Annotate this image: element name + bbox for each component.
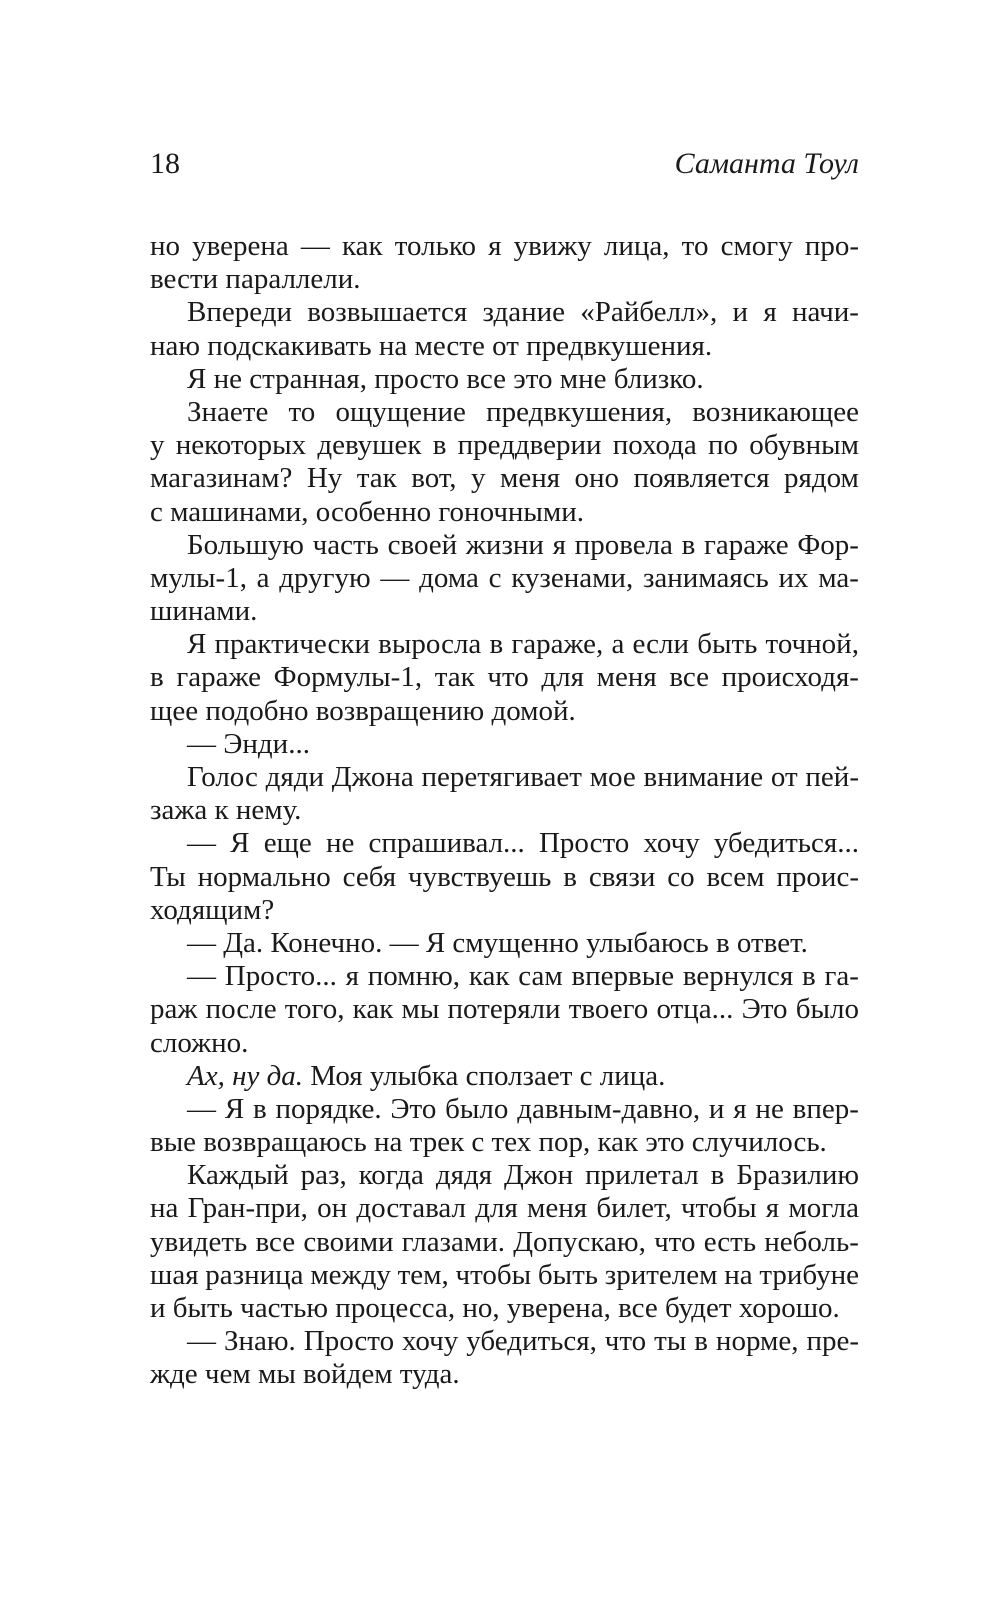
text-line: Я не странная, просто все это мне близко.	[187, 362, 704, 395]
text-line: вести параллели.	[150, 263, 361, 296]
text-line: шинами.	[150, 595, 258, 628]
text-line: раж после того, как мы потеряли твоего отца... Это было	[150, 993, 859, 1026]
text-line: шая разница между тем, чтобы быть зрителем на трибуне	[150, 1258, 859, 1291]
text-line: Голос дяди Джона перетягивает мое внимание от пей-	[187, 761, 859, 793]
body-text	[150, 230, 859, 1392]
text-line: наю подскакивать на месте от предвкушения.	[150, 329, 713, 362]
text-line: но уверена — как только я увижу лица, то смогу про-	[150, 230, 859, 262]
text-line: — Я еще не спрашивал... Просто хочу убедиться...	[187, 827, 859, 860]
page-number: 18	[150, 147, 180, 180]
italic-text: Ах, ну да.	[187, 1059, 304, 1092]
running-title: Саманта Тоул	[674, 147, 859, 180]
text-line: — Да. Конечно. — Я смущенно улыбаюсь в ответ.	[187, 926, 808, 959]
text-line: на Гран-при, он доставал для меня билет, чтобы я могла	[150, 1192, 859, 1225]
text-line: Ты нормально себя чувствуешь в связи со всем проис-	[150, 860, 859, 893]
text-line: ходящим?	[150, 893, 275, 926]
text-line: и быть частью процесса, но, уверена, все будет хорошо.	[150, 1292, 840, 1324]
text-line: магазинам? Ну так вот, у меня оно появляется рядом	[150, 462, 859, 495]
text-line: — Знаю. Просто хочу убедиться, что ты в норме, пре-	[187, 1325, 859, 1358]
text-line: Впереди возвышается здание «Райбелл», и я начи-	[187, 296, 859, 329]
text-line: Каждый раз, когда дядя Джон прилетал в Бразилию	[187, 1159, 859, 1192]
text-line: в гараже Формулы-1, так что для меня все происходя-	[150, 661, 859, 694]
text-line: — Энди...	[187, 727, 310, 760]
text-line: увидеть все своими глазами. Допускаю, что есть неболь-	[150, 1225, 859, 1258]
text-line: у некоторых девушек в преддверии похода по обувным	[150, 429, 859, 462]
text-line: Большую часть своей жизни я провела в гараже Фор-	[187, 528, 859, 561]
text-line: вые возвращаюсь на трек с тех пор, как это случилось.	[150, 1126, 827, 1159]
text-line: мулы-1, а другую — дома с кузенами, занимаясь их ма-	[150, 561, 859, 594]
text-line: сложно.	[150, 1026, 249, 1059]
text-line: Я практически выросла в гараже, а если быть точной,	[187, 628, 859, 661]
text-line: жде чем мы войдем туда.	[150, 1358, 460, 1391]
text-line: зажа к нему.	[150, 794, 302, 827]
text-line: — Я в порядке. Это было давным-давно, и я не впер-	[187, 1092, 859, 1125]
text-line: Ах, ну да. Моя улыбка сползает с лица.	[187, 1059, 666, 1092]
text-line: Знаете то ощущение предвкушения, возникающее	[187, 395, 859, 428]
text-line: с машинами, особенно гоночными.	[150, 495, 585, 528]
text-line: щее подобно возвращению домой.	[150, 694, 576, 727]
text-line: — Просто... я помню, как сам впервые вернулся в га-	[187, 960, 859, 993]
